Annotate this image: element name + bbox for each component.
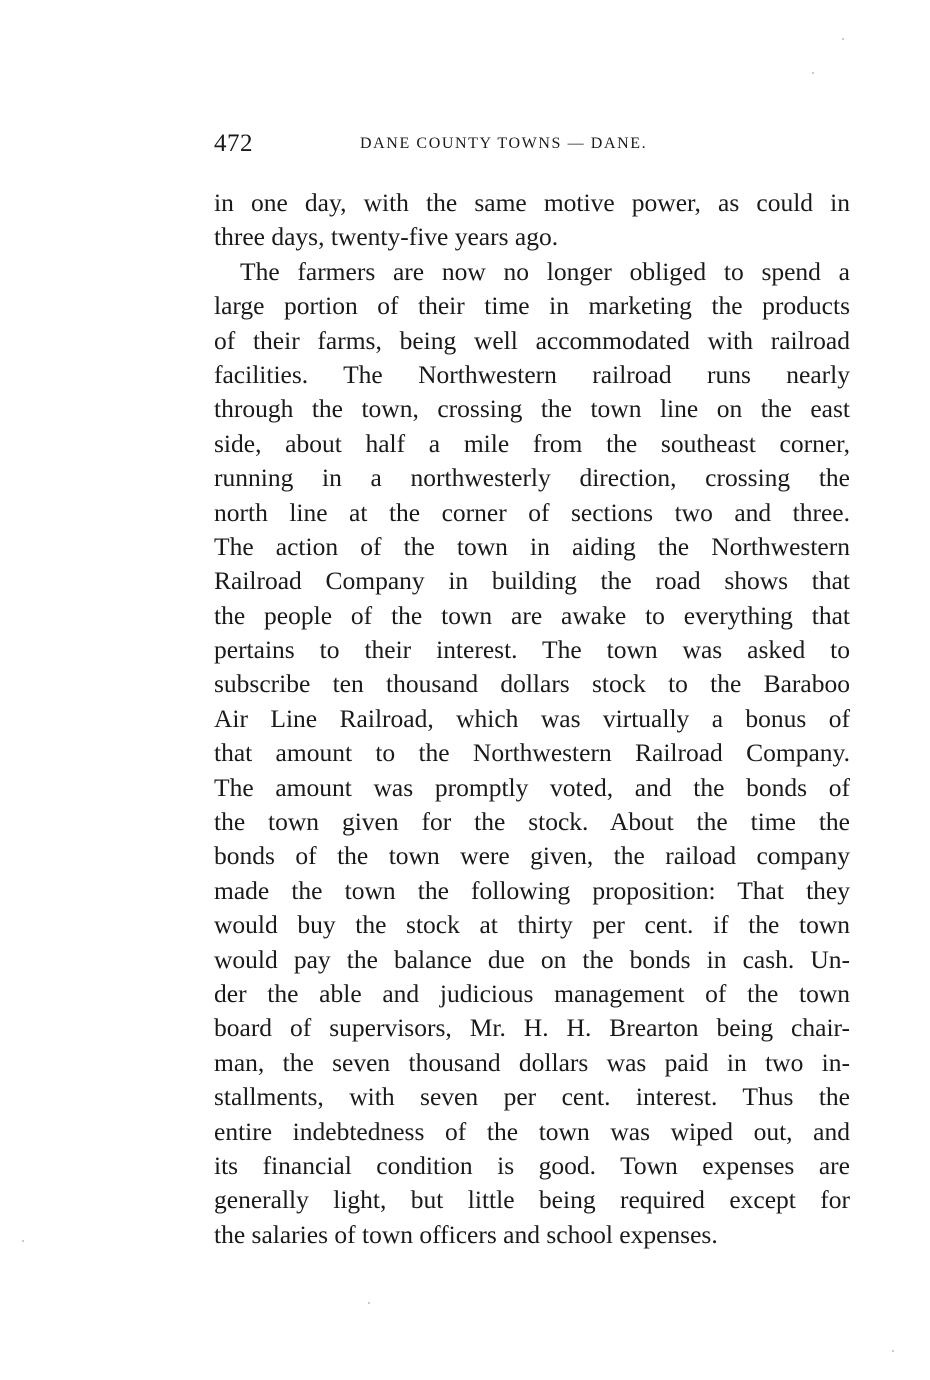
text-line: the people of the town are awake to everything that	[214, 600, 850, 630]
running-title: DANE COUNTY TOWNS — DANE.	[360, 135, 648, 152]
text-line: subscribe ten thousand dollars stock to the Baraboo	[214, 669, 850, 699]
body-text	[214, 186, 850, 1252]
text-line: der the able and judicious management of the town	[214, 978, 850, 1008]
text-line: would buy the stock at thirty per cent. if the town	[214, 910, 850, 940]
text-line: Air Line Railroad, which was virtually a bonus of	[214, 703, 850, 733]
text-line: entire indebtedness of the town was wiped out, and	[214, 1116, 850, 1146]
text-line: board of supervisors, Mr. H. H. Brearton being chair-	[214, 1013, 850, 1043]
text-line: would pay the balance due on the bonds in cash. Un-	[214, 944, 850, 974]
text-line: the salaries of town officers and school expenses.	[214, 1219, 718, 1249]
text-line: generally light, but little being required except for	[214, 1185, 850, 1215]
text-line: that amount to the Northwestern Railroad Company.	[214, 738, 850, 768]
text-line: facilities. The Northwestern railroad runs nearly	[214, 359, 850, 389]
paper-speck	[842, 38, 844, 40]
text-line: in one day, with the same motive power, as could in	[214, 188, 850, 217]
text-line: through the town, crossing the town line on the east	[214, 394, 850, 424]
paper-speck	[368, 1302, 370, 1304]
text-line: Railroad Company in building the road shows that	[214, 566, 850, 596]
paper-speck	[892, 1350, 894, 1352]
text-line: made the town the following proposition: That they	[214, 875, 850, 905]
text-line: three days, twenty-five years ago.	[214, 222, 559, 252]
text-line: side, about half a mile from the southeast corner,	[214, 428, 850, 458]
text-line: bonds of the town were given, the raiload company	[214, 841, 850, 871]
page-number: 472	[214, 130, 253, 157]
paper-speck	[812, 72, 814, 74]
text-line: The amount was promptly voted, and the bonds of	[214, 772, 850, 802]
text-line: pertains to their interest. The town was asked to	[214, 635, 850, 665]
text-line: running in a northwesterly direction, crossing the	[214, 463, 850, 493]
text-line: north line at the corner of sections two and three.	[214, 497, 850, 527]
text-line: man, the seven thousand dollars was paid in two in-	[214, 1047, 850, 1077]
text-line: the town given for the stock. About the time the	[214, 807, 850, 837]
text-line: of their farms, being well accommodated with railroad	[214, 325, 850, 355]
running-header	[214, 130, 850, 164]
text-line: stallments, with seven per cent. interest. Thus the	[214, 1082, 850, 1112]
text-line: The farmers are now no longer obliged to spend a	[240, 256, 850, 286]
text-line: large portion of their time in marketing the products	[214, 291, 850, 321]
text-line: The action of the town in aiding the Northwestern	[214, 531, 850, 561]
paper-speck	[22, 1240, 24, 1242]
text-line: its financial condition is good. Town expenses are	[214, 1150, 850, 1180]
